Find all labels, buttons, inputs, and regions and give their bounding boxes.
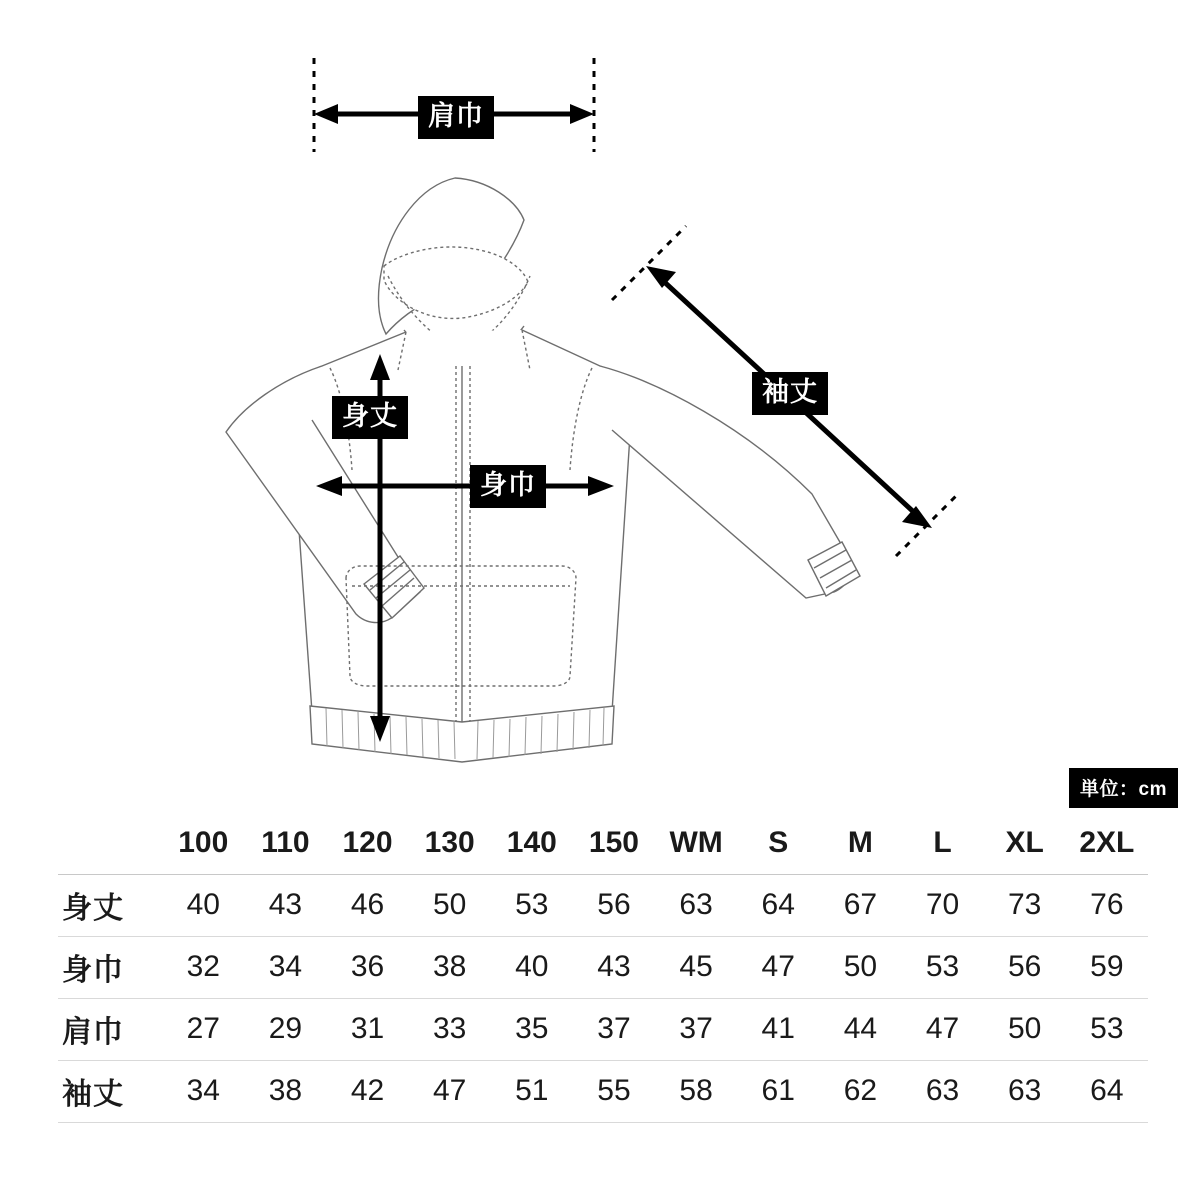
column-header: 140 <box>491 812 573 874</box>
size-table <box>58 812 1148 1123</box>
table-cell: 50 <box>819 936 901 998</box>
table-cell: 47 <box>901 998 983 1060</box>
column-header: 150 <box>573 812 655 874</box>
table-cell: 34 <box>162 1060 244 1122</box>
table-cell: 64 <box>1066 1060 1148 1122</box>
column-header: 120 <box>326 812 408 874</box>
column-header: 130 <box>409 812 491 874</box>
table-cell: 63 <box>901 1060 983 1122</box>
table-header-row <box>58 812 1148 874</box>
table-cell: 42 <box>326 1060 408 1122</box>
table-cell: 47 <box>737 936 819 998</box>
column-header: 110 <box>244 812 326 874</box>
column-header: 100 <box>162 812 244 874</box>
row-header-body-width: 身巾 <box>58 936 162 998</box>
table-cell: 61 <box>737 1060 819 1122</box>
table-cell: 76 <box>1066 874 1148 936</box>
table-cell: 73 <box>984 874 1066 936</box>
column-header: M <box>819 812 901 874</box>
table-cell: 51 <box>491 1060 573 1122</box>
table-cell: 33 <box>409 998 491 1060</box>
table-row <box>58 874 1148 936</box>
table-row <box>58 998 1148 1060</box>
size-table-container <box>58 812 1148 1123</box>
table-cell: 43 <box>573 936 655 998</box>
table-cell: 63 <box>984 1060 1066 1122</box>
table-cell: 37 <box>573 998 655 1060</box>
table-cell: 53 <box>491 874 573 936</box>
table-cell: 59 <box>1066 936 1148 998</box>
column-header: S <box>737 812 819 874</box>
table-cell: 32 <box>162 936 244 998</box>
table-cell: 27 <box>162 998 244 1060</box>
table-cell: 58 <box>655 1060 737 1122</box>
column-header: XL <box>984 812 1066 874</box>
table-row <box>58 1060 1148 1122</box>
table-cell: 38 <box>409 936 491 998</box>
table-cell: 67 <box>819 874 901 936</box>
table-cell: 55 <box>573 1060 655 1122</box>
table-cell: 53 <box>901 936 983 998</box>
table-cell: 56 <box>984 936 1066 998</box>
row-header-shoulder-width: 肩巾 <box>58 998 162 1060</box>
unit-badge: 単位：cm <box>1069 768 1178 808</box>
column-header: L <box>901 812 983 874</box>
row-header-body-length: 身丈 <box>58 874 162 936</box>
table-cell: 62 <box>819 1060 901 1122</box>
table-cell: 50 <box>984 998 1066 1060</box>
table-cell: 47 <box>409 1060 491 1122</box>
table-cell: 53 <box>1066 998 1148 1060</box>
table-cell: 38 <box>244 1060 326 1122</box>
table-cell: 44 <box>819 998 901 1060</box>
table-cell: 37 <box>655 998 737 1060</box>
table-cell: 70 <box>901 874 983 936</box>
table-cell: 29 <box>244 998 326 1060</box>
table-cell: 45 <box>655 936 737 998</box>
table-cell: 31 <box>326 998 408 1060</box>
table-cell: 56 <box>573 874 655 936</box>
table-cell: 64 <box>737 874 819 936</box>
table-cell: 35 <box>491 998 573 1060</box>
table-cell: 46 <box>326 874 408 936</box>
table-cell: 50 <box>409 874 491 936</box>
column-header: 2XL <box>1066 812 1148 874</box>
table-cell: 34 <box>244 936 326 998</box>
table-corner-cell <box>58 812 162 874</box>
dimension-label-body-length: 身丈 <box>332 396 408 439</box>
row-header-sleeve-length: 袖丈 <box>58 1060 162 1122</box>
table-cell: 63 <box>655 874 737 936</box>
table-cell: 40 <box>162 874 244 936</box>
table-cell: 36 <box>326 936 408 998</box>
table-row <box>58 936 1148 998</box>
dimension-label-shoulder-width: 肩巾 <box>418 96 494 139</box>
dimension-label-body-width: 身巾 <box>470 465 546 508</box>
table-cell: 40 <box>491 936 573 998</box>
table-cell: 41 <box>737 998 819 1060</box>
column-header: WM <box>655 812 737 874</box>
table-cell: 43 <box>244 874 326 936</box>
dimension-label-sleeve-length: 袖丈 <box>752 372 828 415</box>
